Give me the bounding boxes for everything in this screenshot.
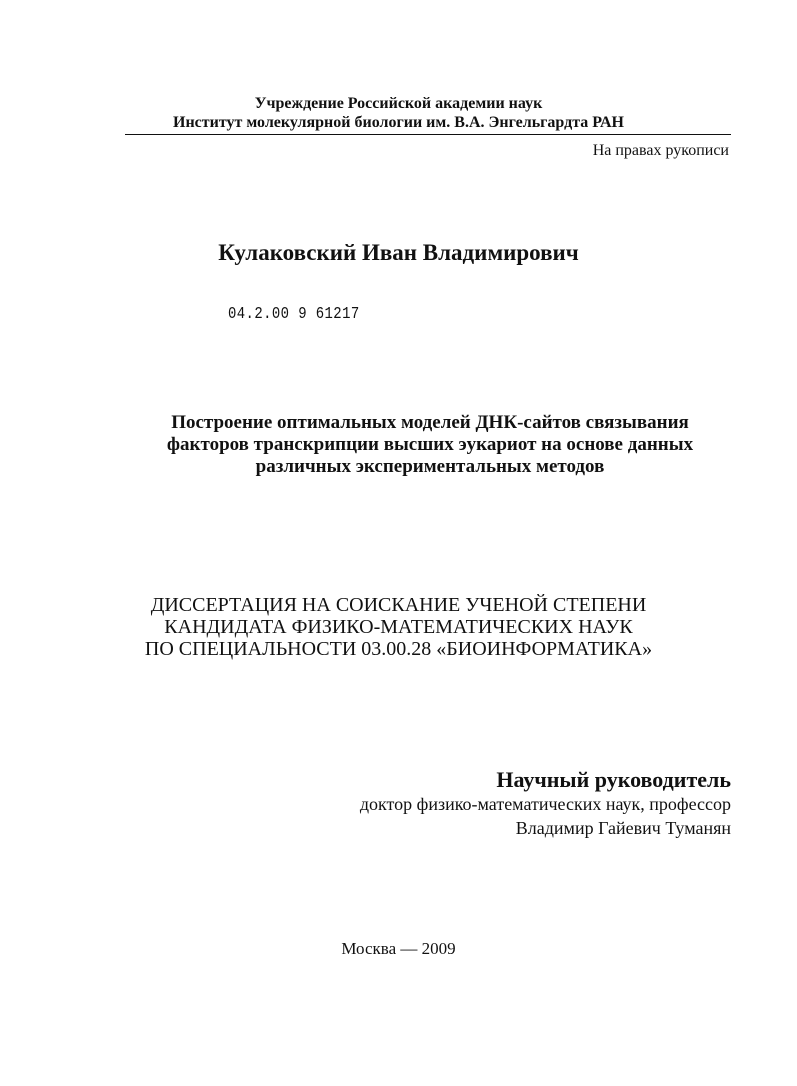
place-year: Москва — 2009 [341,939,456,958]
author-name: Кулаковский Иван Владимирович [218,240,579,265]
thesis-title-line-2: факторов транскрипции высших эукариот на основе данных [166,434,694,455]
registration-stamp: 04.2.00 9 61217 [228,305,360,324]
degree-line-3: ПО СПЕЦИАЛЬНОСТИ 03.00.28 «БИОИНФОРМАТИКА» [144,638,653,660]
institution-header [0,94,797,132]
thesis-title [150,412,710,478]
institution-academy: Учреждение Российской академии наук [254,95,543,112]
supervisor-name: Владимир Гайевич Туманян [515,818,731,838]
degree-statement [0,594,797,660]
supervisor-block [360,768,731,840]
degree-line-2: КАНДИДАТА ФИЗИКО-МАТЕМАТИЧЕСКИХ НАУК [164,616,633,638]
thesis-title-line-1: Построение оптимальных моделей ДНК-сайтов связывания [171,412,689,433]
institution-institute: Институт молекулярной биологии им. В.А. Энгельгардта РАН [173,114,624,131]
supervisor-credentials: доктор физико-математических наук, профессор [359,794,731,814]
header-divider [125,134,731,135]
manuscript-rights-note: На правах рукописи [592,142,729,159]
thesis-title-line-3: различных экспериментальных методов [255,456,605,477]
degree-line-1: ДИССЕРТАЦИЯ НА СОИСКАНИЕ УЧЕНОЙ СТЕПЕНИ [150,594,647,616]
supervisor-heading: Научный руководитель [496,767,731,792]
